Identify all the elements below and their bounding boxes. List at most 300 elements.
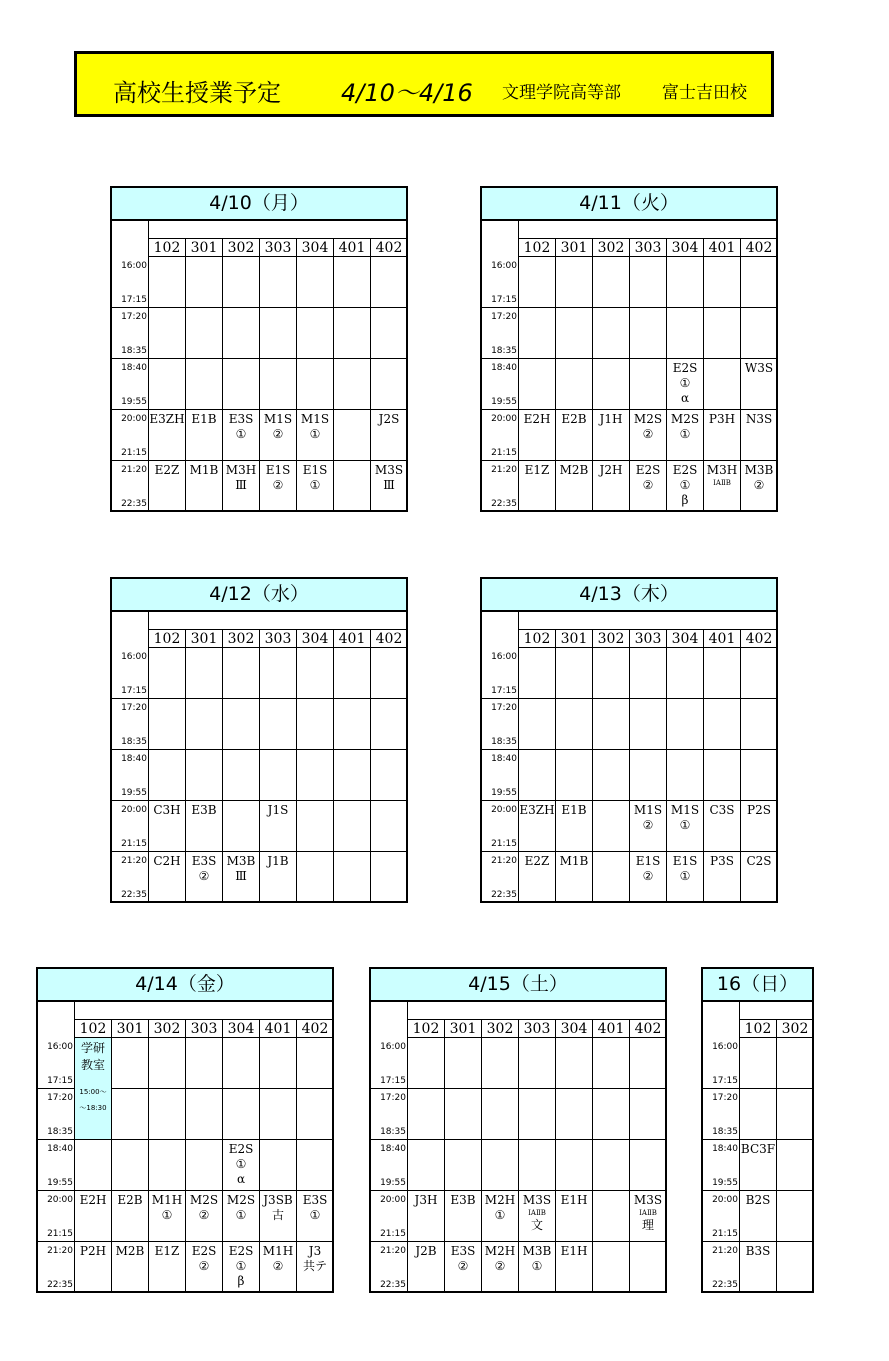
class-cell xyxy=(334,648,371,699)
class-cell xyxy=(556,308,593,359)
class-cell xyxy=(593,1140,630,1191)
class-cell xyxy=(260,648,297,699)
time-start: 21:20 xyxy=(121,856,147,866)
class-cell xyxy=(223,359,260,410)
class-cell: M2S ① xyxy=(223,1191,260,1242)
room-header: 301 xyxy=(556,239,593,257)
class-cell xyxy=(630,750,667,801)
class-cell xyxy=(260,750,297,801)
class-cell: M2S ① xyxy=(667,410,704,461)
room-header: 303 xyxy=(260,239,297,257)
class-cell: E1S ① xyxy=(297,461,334,512)
class-cell: M3H ⅠAⅡB xyxy=(704,461,741,512)
time-end: 22:35 xyxy=(121,890,147,900)
class-cell: P3H xyxy=(704,410,741,461)
spacer-row xyxy=(408,1002,665,1020)
class-cell: M2H ① xyxy=(482,1191,519,1242)
class-cell xyxy=(630,699,667,750)
class-cell xyxy=(149,699,186,750)
class-cell xyxy=(260,359,297,410)
class-cell: M2B xyxy=(112,1242,149,1293)
time-start: 17:20 xyxy=(491,703,517,713)
time-start: 21:20 xyxy=(121,465,147,475)
study-room-hours: 15:00〜 〜18:30 xyxy=(79,1088,107,1112)
room-header: 401 xyxy=(260,1020,297,1038)
class-cell: J3 共テ xyxy=(297,1242,334,1293)
class-cell: N3S xyxy=(741,410,778,461)
spacer-row xyxy=(519,612,776,630)
row-divider xyxy=(482,698,519,699)
class-cell xyxy=(371,750,408,801)
time-end: 18:35 xyxy=(47,1127,73,1137)
room-header: 102 xyxy=(149,630,186,648)
class-cell xyxy=(112,1140,149,1191)
class-cell: E1Z xyxy=(519,461,556,512)
class-cell xyxy=(519,750,556,801)
row-divider xyxy=(112,749,149,750)
class-cell xyxy=(593,801,630,852)
class-cell xyxy=(297,852,334,903)
room-header: 303 xyxy=(630,239,667,257)
row-divider xyxy=(371,1241,408,1242)
banner-branch: 富士吉田校 xyxy=(662,83,747,103)
time-start: 17:20 xyxy=(712,1093,738,1103)
class-cell xyxy=(260,699,297,750)
class-cell: M1B xyxy=(556,852,593,903)
class-cell xyxy=(556,359,593,410)
class-cell xyxy=(556,750,593,801)
time-start: 17:20 xyxy=(491,312,517,322)
class-cell xyxy=(556,1038,593,1089)
room-header: 302 xyxy=(593,630,630,648)
banner-dates: 4/10〜4/16 xyxy=(341,79,473,107)
title-banner xyxy=(74,51,774,117)
room-header: 102 xyxy=(740,1020,777,1038)
spacer-row xyxy=(149,612,406,630)
row-divider xyxy=(112,800,149,801)
room-header: 302 xyxy=(149,1020,186,1038)
room-header: 302 xyxy=(482,1020,519,1038)
class-cell xyxy=(149,1038,186,1089)
class-cell xyxy=(371,648,408,699)
class-cell: J2B xyxy=(408,1242,445,1293)
class-cell xyxy=(260,1140,297,1191)
class-cell xyxy=(297,1140,334,1191)
schedule-fri xyxy=(36,967,334,1293)
time-end: 19:55 xyxy=(47,1178,73,1188)
class-cell xyxy=(297,699,334,750)
class-cell xyxy=(777,1242,814,1293)
schedule-mon xyxy=(110,186,408,512)
class-cell xyxy=(593,750,630,801)
room-header: 304 xyxy=(223,1020,260,1038)
class-cell xyxy=(186,257,223,308)
class-cell: E3S ② xyxy=(445,1242,482,1293)
class-cell xyxy=(297,801,334,852)
class-cell xyxy=(777,1191,814,1242)
room-header: 302 xyxy=(777,1020,814,1038)
class-cell xyxy=(519,359,556,410)
class-cell xyxy=(482,1089,519,1140)
room-header: 102 xyxy=(149,239,186,257)
class-cell xyxy=(667,308,704,359)
class-cell: M2B xyxy=(556,461,593,512)
class-cell xyxy=(556,1140,593,1191)
row-divider xyxy=(371,1190,408,1191)
class-cell xyxy=(556,648,593,699)
class-cell: E1H xyxy=(556,1242,593,1293)
time-end: 22:35 xyxy=(121,499,147,509)
class-cell xyxy=(741,699,778,750)
class-cell xyxy=(593,308,630,359)
time-end: 17:15 xyxy=(491,686,517,696)
row-divider xyxy=(112,698,149,699)
class-cell: P2S xyxy=(741,801,778,852)
class-cell xyxy=(297,257,334,308)
time-start: 17:20 xyxy=(380,1093,406,1103)
row-divider xyxy=(482,800,519,801)
class-cell xyxy=(297,1038,334,1089)
class-cell xyxy=(149,648,186,699)
class-cell xyxy=(740,1038,777,1089)
room-header: 301 xyxy=(445,1020,482,1038)
room-header: 401 xyxy=(593,1020,630,1038)
class-cell xyxy=(593,648,630,699)
class-cell: E1S ② xyxy=(630,852,667,903)
class-cell xyxy=(630,1242,667,1293)
class-cell: J1S xyxy=(260,801,297,852)
row-divider xyxy=(703,1190,740,1191)
time-start: 20:00 xyxy=(491,414,517,424)
class-cell: C3S xyxy=(704,801,741,852)
class-cell xyxy=(704,359,741,410)
class-cell: E2B xyxy=(112,1191,149,1242)
class-cell xyxy=(630,1140,667,1191)
row-divider xyxy=(703,1241,740,1242)
class-cell: B2S xyxy=(740,1191,777,1242)
day-title: 4/12（水） xyxy=(112,579,406,612)
class-cell xyxy=(630,1089,667,1140)
time-end: 19:55 xyxy=(491,788,517,798)
room-header: 303 xyxy=(630,630,667,648)
room-header: 401 xyxy=(704,630,741,648)
study-room-block xyxy=(75,1038,112,1140)
time-end: 21:15 xyxy=(380,1229,406,1239)
class-cell: E3S ① xyxy=(223,410,260,461)
time-start: 20:00 xyxy=(491,805,517,815)
class-cell xyxy=(297,750,334,801)
time-end: 21:15 xyxy=(491,448,517,458)
class-cell xyxy=(408,1038,445,1089)
class-cell xyxy=(704,699,741,750)
time-start: 20:00 xyxy=(380,1195,406,1205)
class-cell xyxy=(334,308,371,359)
class-cell xyxy=(630,1038,667,1089)
class-cell: E2B xyxy=(556,410,593,461)
room-header: 401 xyxy=(334,630,371,648)
class-cell xyxy=(186,1140,223,1191)
time-end: 18:35 xyxy=(121,346,147,356)
time-start: 18:40 xyxy=(712,1144,738,1154)
day-title: 4/13（木） xyxy=(482,579,776,612)
room-header: 304 xyxy=(297,239,334,257)
time-start: 18:40 xyxy=(491,363,517,373)
class-cell xyxy=(371,359,408,410)
class-cell: E2S ① β xyxy=(223,1242,260,1293)
class-cell xyxy=(186,750,223,801)
class-cell: M1H ① xyxy=(149,1191,186,1242)
row-divider xyxy=(482,851,519,852)
class-cell xyxy=(741,257,778,308)
class-cell xyxy=(297,648,334,699)
time-start: 16:00 xyxy=(491,261,517,271)
class-cell xyxy=(667,750,704,801)
class-cell xyxy=(371,801,408,852)
time-start: 20:00 xyxy=(121,414,147,424)
room-header: 102 xyxy=(519,239,556,257)
class-cell xyxy=(297,1089,334,1140)
row-divider xyxy=(703,1139,740,1140)
class-cell xyxy=(223,801,260,852)
time-start: 21:20 xyxy=(47,1246,73,1256)
schedule-wed xyxy=(110,577,408,903)
class-cell xyxy=(741,308,778,359)
time-start: 17:20 xyxy=(47,1093,73,1103)
time-start: 16:00 xyxy=(121,261,147,271)
class-cell xyxy=(593,852,630,903)
class-cell xyxy=(445,1140,482,1191)
class-cell xyxy=(777,1089,814,1140)
row-divider xyxy=(38,1241,75,1242)
class-cell xyxy=(334,699,371,750)
class-cell: C2S xyxy=(741,852,778,903)
room-header: 304 xyxy=(556,1020,593,1038)
class-cell xyxy=(260,1089,297,1140)
class-cell xyxy=(630,257,667,308)
class-cell xyxy=(334,461,371,512)
time-start: 18:40 xyxy=(121,754,147,764)
class-cell xyxy=(334,410,371,461)
class-cell: E3ZH xyxy=(519,801,556,852)
banner-title: 高校生授業予定 xyxy=(113,79,281,107)
schedule-sat xyxy=(369,967,667,1293)
time-end: 22:35 xyxy=(380,1280,406,1290)
class-cell: M1S ① xyxy=(667,801,704,852)
class-cell xyxy=(223,648,260,699)
class-cell xyxy=(149,1140,186,1191)
class-cell: E1B xyxy=(186,410,223,461)
class-cell: E2S ① α xyxy=(223,1140,260,1191)
class-cell xyxy=(704,257,741,308)
class-cell xyxy=(593,1191,630,1242)
time-start: 16:00 xyxy=(380,1042,406,1052)
row-divider xyxy=(38,1139,75,1140)
day-title: 16（日） xyxy=(703,969,812,1002)
room-header: 102 xyxy=(75,1020,112,1038)
room-header: 402 xyxy=(371,630,408,648)
class-cell xyxy=(186,308,223,359)
class-cell xyxy=(149,359,186,410)
class-cell: E2Z xyxy=(149,461,186,512)
class-cell xyxy=(186,699,223,750)
class-cell xyxy=(593,1038,630,1089)
class-cell xyxy=(223,1089,260,1140)
time-end: 18:35 xyxy=(491,346,517,356)
class-cell: J3SB 古 xyxy=(260,1191,297,1242)
row-divider xyxy=(112,358,149,359)
time-end: 19:55 xyxy=(712,1178,738,1188)
class-cell xyxy=(556,1089,593,1140)
class-cell: E3B xyxy=(445,1191,482,1242)
time-end: 19:55 xyxy=(121,397,147,407)
time-end: 21:15 xyxy=(121,448,147,458)
class-cell: W3S xyxy=(741,359,778,410)
day-title: 4/15（土） xyxy=(371,969,665,1002)
time-start: 21:20 xyxy=(491,465,517,475)
time-end: 18:35 xyxy=(121,737,147,747)
class-cell xyxy=(334,801,371,852)
room-header: 301 xyxy=(112,1020,149,1038)
row-divider xyxy=(112,851,149,852)
class-cell xyxy=(334,257,371,308)
time-start: 16:00 xyxy=(47,1042,73,1052)
time-start: 17:20 xyxy=(121,312,147,322)
time-end: 21:15 xyxy=(712,1229,738,1239)
class-cell xyxy=(777,1140,814,1191)
row-divider xyxy=(112,307,149,308)
class-cell: J1H xyxy=(593,410,630,461)
class-cell xyxy=(149,257,186,308)
class-cell: P3S xyxy=(704,852,741,903)
room-header: 402 xyxy=(371,239,408,257)
class-cell xyxy=(112,1089,149,1140)
day-title: 4/11（火） xyxy=(482,188,776,221)
schedule-tue xyxy=(480,186,778,512)
time-start: 18:40 xyxy=(47,1144,73,1154)
room-header: 402 xyxy=(741,239,778,257)
schedule-sun xyxy=(701,967,814,1293)
time-end: 22:35 xyxy=(712,1280,738,1290)
class-cell xyxy=(223,750,260,801)
class-cell: J2S xyxy=(371,410,408,461)
class-cell xyxy=(593,257,630,308)
room-header: 301 xyxy=(186,630,223,648)
class-cell xyxy=(223,308,260,359)
row-divider xyxy=(371,1139,408,1140)
spacer-row xyxy=(75,1002,332,1020)
class-cell xyxy=(630,308,667,359)
class-cell xyxy=(519,1089,556,1140)
time-end: 17:15 xyxy=(121,686,147,696)
class-cell xyxy=(186,359,223,410)
room-header: 301 xyxy=(556,630,593,648)
time-start: 16:00 xyxy=(121,652,147,662)
class-cell xyxy=(445,1089,482,1140)
class-cell xyxy=(704,308,741,359)
class-cell: M3S ⅠAⅡB 理 xyxy=(630,1191,667,1242)
class-cell xyxy=(371,699,408,750)
row-divider xyxy=(38,1190,75,1191)
time-start: 20:00 xyxy=(121,805,147,815)
room-header: 302 xyxy=(223,239,260,257)
class-cell xyxy=(519,257,556,308)
class-cell: E2S ① β xyxy=(667,461,704,512)
class-cell xyxy=(334,852,371,903)
time-start: 16:00 xyxy=(712,1042,738,1052)
room-header: 402 xyxy=(297,1020,334,1038)
time-end: 22:35 xyxy=(491,499,517,509)
class-cell xyxy=(667,257,704,308)
time-end: 22:35 xyxy=(47,1280,73,1290)
class-cell xyxy=(556,257,593,308)
class-cell xyxy=(445,1038,482,1089)
class-cell xyxy=(371,257,408,308)
room-header: 401 xyxy=(704,239,741,257)
class-cell: E2Z xyxy=(519,852,556,903)
class-cell xyxy=(223,1038,260,1089)
class-cell xyxy=(186,1089,223,1140)
class-cell: M3B Ⅲ xyxy=(223,852,260,903)
class-cell: E2H xyxy=(75,1191,112,1242)
room-header: 303 xyxy=(186,1020,223,1038)
class-cell xyxy=(519,308,556,359)
class-cell xyxy=(260,1038,297,1089)
class-cell xyxy=(519,1140,556,1191)
class-cell: C2H xyxy=(149,852,186,903)
class-cell xyxy=(223,257,260,308)
time-end: 17:15 xyxy=(491,295,517,305)
day-title: 4/10（月） xyxy=(112,188,406,221)
class-cell: J3H xyxy=(408,1191,445,1242)
class-cell: E1S ① xyxy=(667,852,704,903)
class-cell xyxy=(371,852,408,903)
time-end: 18:35 xyxy=(712,1127,738,1137)
banner-school: 文理学院高等部 xyxy=(502,83,621,103)
class-cell xyxy=(186,1038,223,1089)
row-divider xyxy=(482,409,519,410)
room-header: 303 xyxy=(260,630,297,648)
class-cell: M3B ② xyxy=(741,461,778,512)
class-cell: M1H ② xyxy=(260,1242,297,1293)
time-start: 18:40 xyxy=(121,363,147,373)
class-cell: BC3F xyxy=(740,1140,777,1191)
class-cell: E2S ② xyxy=(186,1242,223,1293)
row-divider xyxy=(482,460,519,461)
class-cell: E2H xyxy=(519,410,556,461)
time-start: 20:00 xyxy=(712,1195,738,1205)
row-divider xyxy=(38,1088,75,1089)
study-room-label: 学研 教室 xyxy=(80,1041,105,1072)
class-cell: E2S ② xyxy=(630,461,667,512)
class-cell xyxy=(630,648,667,699)
time-start: 16:00 xyxy=(491,652,517,662)
class-cell xyxy=(149,1089,186,1140)
class-cell xyxy=(593,699,630,750)
spacer-row xyxy=(740,1002,812,1020)
class-cell xyxy=(741,750,778,801)
class-cell: M3B ① xyxy=(519,1242,556,1293)
time-end: 21:15 xyxy=(121,839,147,849)
spacer-row xyxy=(519,221,776,239)
class-cell xyxy=(112,1038,149,1089)
class-cell xyxy=(740,1089,777,1140)
class-cell xyxy=(741,648,778,699)
class-cell: J2H xyxy=(593,461,630,512)
class-cell: C3H xyxy=(149,801,186,852)
row-divider xyxy=(482,307,519,308)
class-cell: E3S ② xyxy=(186,852,223,903)
time-end: 22:35 xyxy=(491,890,517,900)
